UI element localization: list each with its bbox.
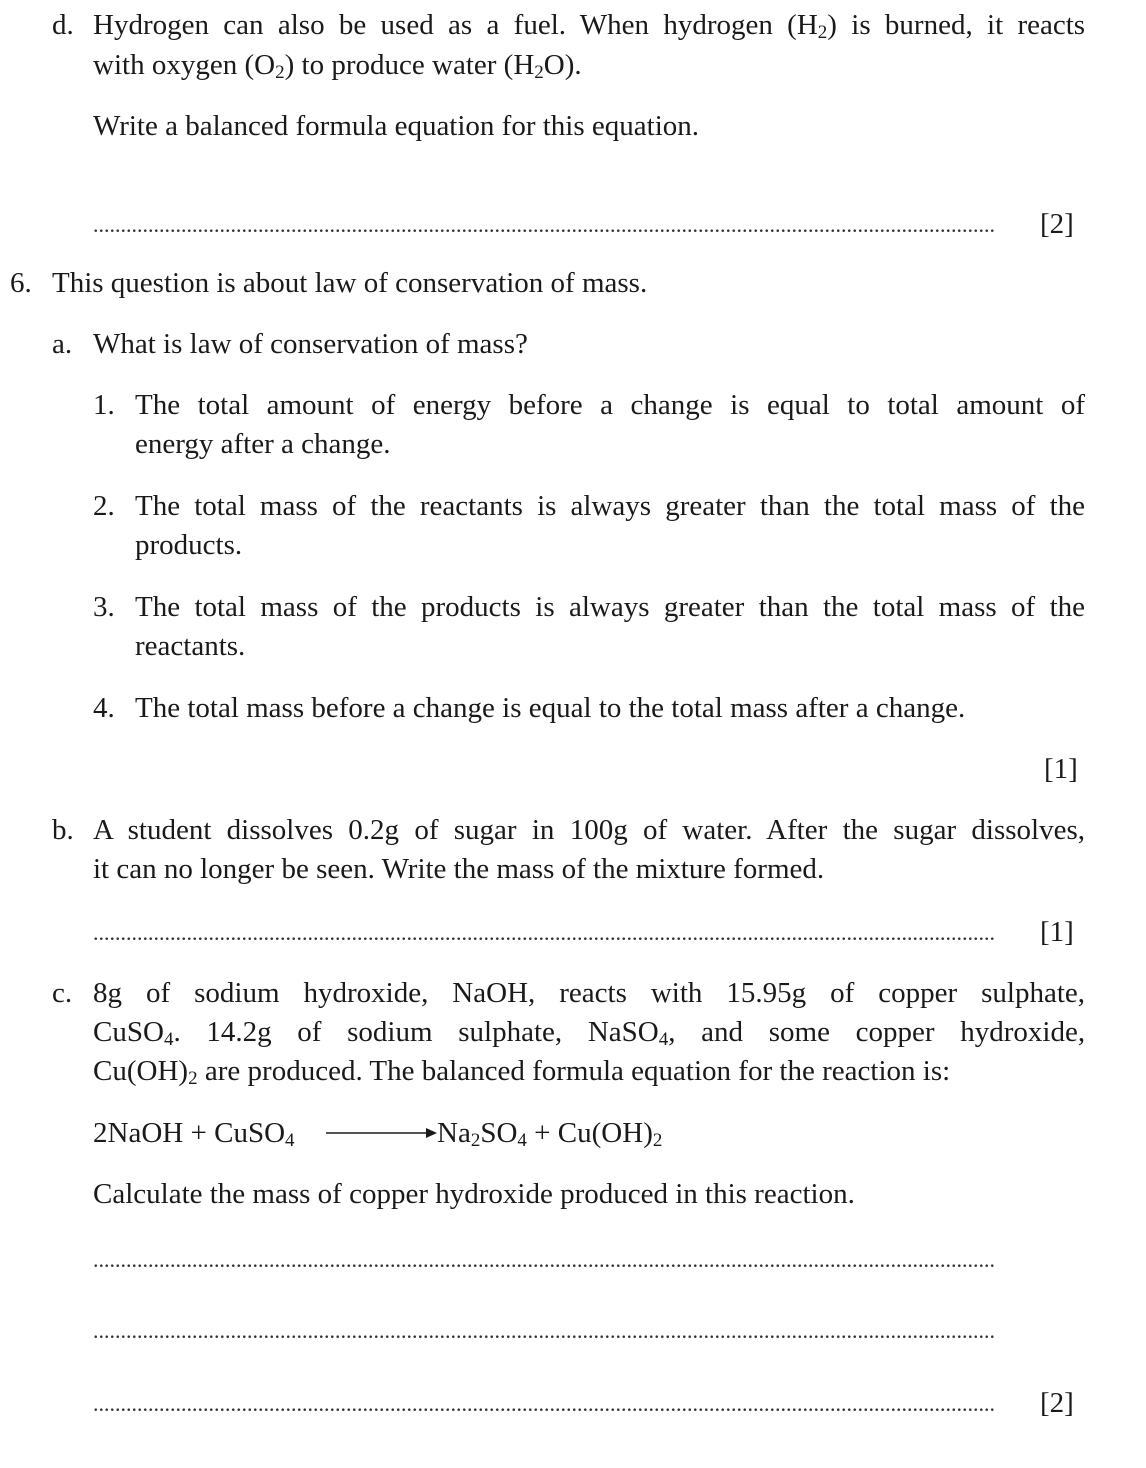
q6c-answer-line-1[interactable]: .................................................................................................................................................................... [93,1247,995,1272]
q6a-option-2-num: 2. [93,490,115,522]
q6a-option-1-line1: The total amount of energy before a change is equal to total amount of [135,389,1085,421]
q6a-option-4-line1: The total mass before a change is equal to the total mass after a change. [135,692,966,724]
q6a-option-1-num: 1. [93,389,115,421]
q6a-option-3-line2: reactants. [135,630,246,662]
q6c-equation-reactants: 2NaOH + CuSO$_4$ [93,1117,295,1151]
q6a-option-2-line2: products. [135,529,243,561]
q6c-text-line3: $Cu(OH)_2$ are produced. The balanced formula equation for the reaction is: [93,1055,951,1089]
q6c-prompt: Calculate the mass of copper hydroxide produced in this reaction. [93,1178,855,1210]
q5d-text-line2: with oxygen $(O_2)$ to produce water $(H_2O)$. [93,49,582,83]
q6c-answer-line-3[interactable]: .................................................................................................................................................................... [93,1391,995,1416]
q6c-text-line1: 8g of sodium hydroxide, NaOH, reacts with 15.95g of copper sulphate, [93,977,1085,1009]
q6c-mark: [2] [1040,1387,1074,1419]
q6-stem: This question is about law of conservation of mass. [52,267,648,299]
q6a-question: What is law of conservation of mass? [93,328,528,360]
q6a-option-3-line1: The total mass of the products is always greater than the total mass of the [135,591,1085,623]
q6a-label: a. [52,328,73,360]
reaction-arrow-icon [326,1122,438,1146]
q6a-mark: [1] [1044,753,1078,785]
q5d-text-line1: Hydrogen can also be used as a fuel. When hydrogen $(H_2)$ is burned, it reacts [93,9,1086,43]
q5d-label: d. [52,9,74,41]
q6a-option-3-num: 3. [93,591,115,623]
q6a-option-1-line2: energy after a change. [135,428,391,460]
q5d-answer-line[interactable]: .................................................................................................................................................................... [93,212,995,237]
q6c-text-line2: CuSO$_4$. 14.2g of sodium sulphate, NaSO$_4$, and some copper hydroxide, [93,1016,1086,1050]
q5d-prompt: Write a balanced formula equation for this equation. [93,110,699,142]
q6-number: 6. [10,267,32,299]
q6a-option-2-line1: The total mass of the reactants is always greater than the total mass of the [135,490,1085,522]
q6b-label: b. [52,814,74,846]
q6c-label: c. [52,977,73,1009]
q6c-equation-products: $Na_2SO_4 + Cu(OH)_2$ [437,1117,663,1151]
q6a-option-4-num: 4. [93,692,115,724]
q6c-answer-line-2[interactable]: .................................................................................................................................................................... [93,1318,995,1343]
q6b-answer-line[interactable]: .................................................................................................................................................................... [93,920,995,945]
q5d-mark: [2] [1040,208,1074,240]
q6b-text-line1: A student dissolves 0.2g of sugar in 100g of water. After the sugar dissolves, [93,814,1085,846]
q6b-mark: [1] [1040,916,1074,948]
q6b-text-line2: it can no longer be seen. Write the mass of the mixture formed. [93,853,825,885]
